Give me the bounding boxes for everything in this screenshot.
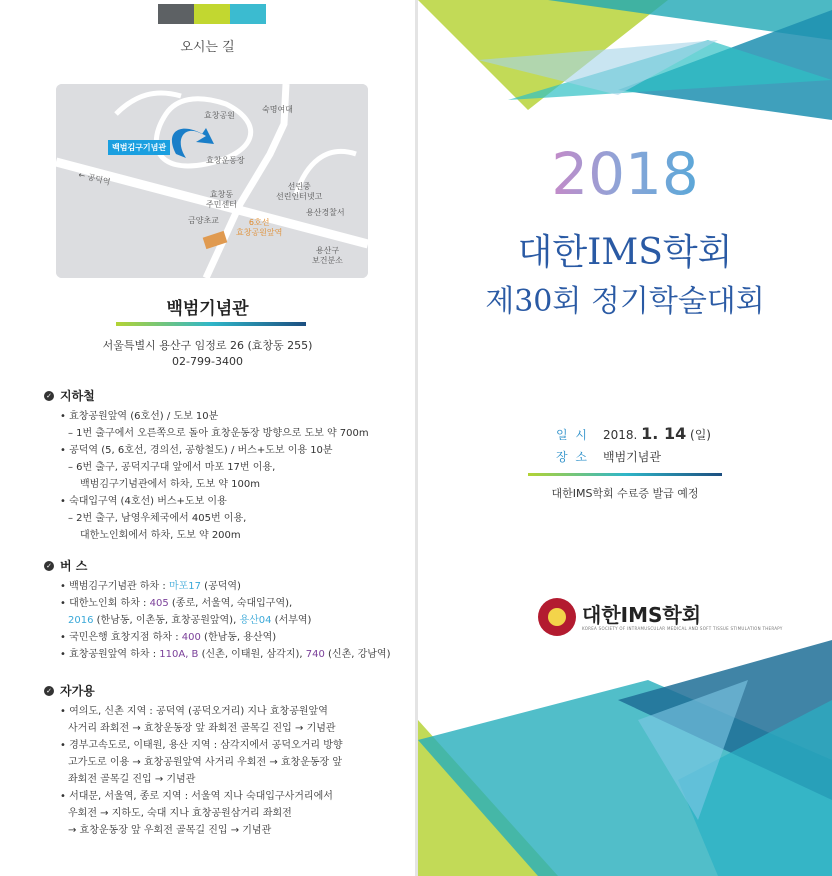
event-year: 2018 [551, 140, 699, 208]
directions-title: 오시는 길 [180, 40, 235, 55]
venue-address-block [0, 338, 415, 370]
meeting-title: 제30회 정기학술대회 [485, 284, 765, 319]
bus-heading: ✓ 버 스 [44, 557, 87, 574]
logo-subtitle: KOREA SOCIETY OF INTRAMUSCULAR MEDICAL AND SOFT TISSUE STIMULATION THERAPY [582, 625, 783, 631]
certificate-note: 대한IMS학회 수료증 발급 예정 [551, 487, 699, 500]
map-label-seonrin: 선린중 선린인터넷고 [276, 182, 323, 201]
venue-name: 백범기념관 [166, 299, 249, 319]
society-name: 대한IMS학회 [517, 232, 733, 273]
map-tag-venue: 백범김구기념관 [108, 140, 170, 155]
map-label-hyochang-park: 효창공원 [204, 111, 235, 120]
map-label-community: 효창동 주민센터 [206, 190, 237, 209]
right-panel [418, 0, 832, 876]
car-heading: ✓ 자가용 [44, 682, 95, 699]
logo-emblem-icon [538, 598, 576, 636]
map-label-school: 금양초교 [188, 216, 219, 225]
map-label-stadium: 효창운동장 [206, 156, 245, 165]
venue-address: 서울특별시 용산구 임정로 26 (효창동 255) [102, 339, 313, 352]
map-label-station: 6호선 효창공원앞역 [236, 218, 283, 237]
map-label-police: 용산경찰서 [306, 208, 345, 217]
tab-dark [158, 4, 194, 24]
left-panel [0, 0, 415, 876]
venue-divider [116, 322, 306, 326]
location-map [56, 84, 368, 278]
bus-lines: • 백범김구기념관 하차 : 마포17 (공덕역) • 대한노인회 하차 : 405 (종로, 서울역, 숙대입구역), 2016 (한남동, 이촌동, 효창공원앞역), 용산04 (서부역) • 국민은행 효창지점 하차 : 400 (한남동, 용산역) • 효창공원앞역 하차 : 110A, B (신촌, 이태원, 삼각지), 740 (신촌, 강남역) [60, 581, 391, 660]
subway-lines: • 효창공원앞역 (6호선) / 도보 10분 – 1번 출구에서 오른쪽으로 돌아 효창운동장 방향으로 도보 약 700m • 공덕역 (5, 6호선, 경의선, 공항철도) / 버스+도보 이용 10분 – 6번 출구, 공덕지구대 앞에서 마포 17번 이용, 백범김구기념관에서 하차, 도보 약 100m • 숙대입구역 (4호선) 버스+도보 이용 – 2번 출구, 남영우체국에서 405번 이용, 대한노인회에서 하차, 도보 약 200m [60, 411, 369, 541]
venue-phone: 02-799-3400 [172, 355, 243, 368]
check-icon: ✓ [44, 686, 54, 696]
tab-green [194, 4, 230, 24]
society-logo [538, 598, 783, 636]
car-lines: • 여의도, 신촌 지역 : 공덕역 (공덕오거리) 지나 효창공원앞역 사거리 좌회전 → 효창운동장 앞 좌회전 골목길 진입 → 기념관 • 경부고속도로, 이태원, 용산 지역 : 삼각지에서 공덕오거리 방향 고가도로 이용 → 효창공원앞역 사거리 우회전 → 효창운동장 앞 좌회전 골목길 진입 → 기념관 • 서대문, 서울역, 종로 지역 : 서울역 지나 숙대입구사거리에서 우회전 → 지하도, 숙대 지나 효창공원삼거리 좌회전 → 효창운동장 앞 우회전 골목길 진입 → 기념관 [60, 706, 343, 836]
info-divider [528, 473, 722, 476]
check-icon: ✓ [44, 561, 54, 571]
event-place: 장 소 백범기념관 [556, 450, 661, 464]
check-icon: ✓ [44, 391, 54, 401]
map-label-health: 용산구 보건분소 [312, 246, 343, 265]
map-label-sookmyung: 숙명여대 [262, 105, 293, 114]
subway-heading: ✓ 지하철 [44, 387, 95, 404]
event-date: 일 시 2018. 1. 14 (일) [556, 424, 711, 443]
map-label-gongdeok: ← 공덕역 [77, 170, 112, 187]
logo-name: 대한IMS학회 [582, 602, 702, 627]
color-tabs [158, 4, 266, 24]
tab-cyan [230, 4, 266, 24]
